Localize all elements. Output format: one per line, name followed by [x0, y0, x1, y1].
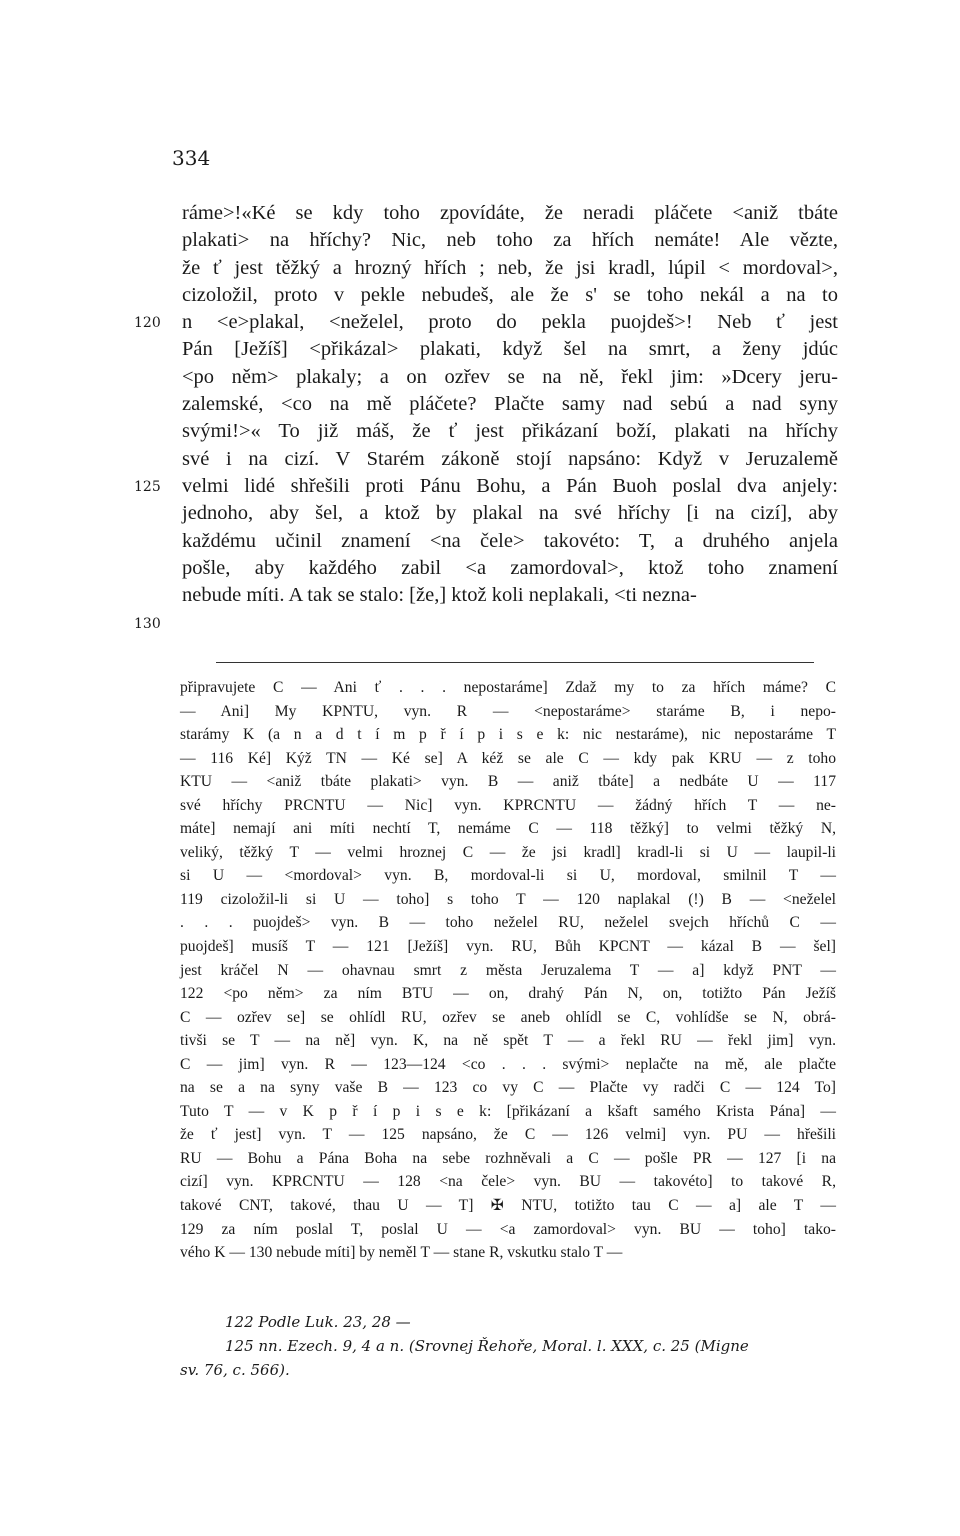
text-line: ráme>!«Ké se kdy toho zpovídáte, že neradi pláčete <aniž tbáte — [182, 202, 838, 224]
apparatus-line: veliký, těžký T — velmi hroznej C — že jsi kradl] kradl-li si U — laupil-li — [180, 843, 836, 861]
apparatus-line: 129 za ním poslal T, poslal U — <a zamordoval> vyn. BU — toho] tako- — [180, 1220, 836, 1238]
source-note: 125 nn. Ezech. 9, 4 a n. (Srovnej Řehoře, Moral. l. XXX, c. 25 (Migne — [225, 1337, 749, 1355]
apparatus-line: . . . puojdeš> vyn. B — toho neželel RU, neželel svejch hříchů C — — [180, 914, 836, 932]
line-number: 130 — [134, 616, 161, 632]
apparatus-line: že ť jest] vyn. T — 125 napsáno, že C — 126 velmi] vyn. PU — hřešili — [180, 1126, 836, 1144]
apparatus-line: jest kráčel N — ohavnau smrt z města Jeruzalema T — a] když PNT — — [180, 961, 836, 979]
text-line: každému učinil znamení <na čele> takovéto: T, a druhého anjela — [182, 529, 838, 552]
text-line: zalemské, <co na mě pláčete? Plačte samy nad sebú a nad syny — [182, 393, 838, 416]
apparatus-line: — Ani] My KPNTU, vyn. R — <nepostaráme> staráme B, i nepo- — [180, 702, 836, 720]
text-line: cizoložil, proto v pekle nebudeš, ale že s' se toho nekál a na to — [182, 283, 838, 306]
text-line: pošle, aby každého zabil <a zamordoval>, ktož toho znamení — [182, 556, 838, 579]
text-line: velmi lidé shřešili proti Pánu Bohu, a Pán Buoh poslal dva anjely: — [182, 474, 838, 497]
apparatus-line: puojdeš] musíš T — 121 [Ježíš] vyn. RU, Bůh KPCNT — kázal B — šel] — [180, 938, 836, 956]
text-line: že ť jest těžký a hrozný hřích ; neb, že jsi kradl, lúpil < mordoval>, — [182, 256, 838, 279]
text-line: n <e>plakal, <neželel, proto do pekla puojdeš>! Neb ť jest — [182, 311, 838, 334]
footnote-divider — [216, 662, 814, 663]
text-line: nebude míti. A tak se stalo: [že,] ktož koli neplakali, <ti nezna- — [182, 584, 697, 607]
critical-apparatus — [180, 676, 836, 1265]
apparatus-line: tivši se T — na ně] vyn. K, na ně spět T — a řekl RU — řekl jim] vyn. — [180, 1032, 836, 1050]
apparatus-line: máte] nemají ani míti nechtí T, nemáme C — 118 těžký] to velmi těžký N, — [180, 820, 836, 838]
apparatus-line: starámy K (a n a d t í m p ř í p i s e k: nic nestaráme), nic nepostaráme T — [180, 726, 836, 744]
apparatus-line: 119 cizoložil-li si U — toho] s toho T — 120 naplakal (!) B — <neželel — [180, 890, 836, 908]
main-text — [134, 200, 838, 632]
source-notes — [180, 1310, 840, 1382]
text-line: Pán [Ježíš] <přikázal> plakati, když šel na smrt, a ženy jdúc — [182, 338, 838, 361]
text-line: jednoho, aby šel, a ktož by plakal na své hříchy [i na cizí], aby — [182, 502, 838, 525]
apparatus-line: — 116 Ké] Kýž TN — Ké se] A kéž se ale C — kdy pak KRU — z toho — [180, 749, 836, 767]
text-line: své i na cizí. V Starém zákoně stojí napsáno: Když v Jeruzalemě — [182, 447, 838, 470]
apparatus-line: KTU — <aniž tbáte plakati> vyn. B — aniž tbáte] a nedbáte U — 117 — [180, 773, 836, 791]
text-line: plakati> na hříchy? Nic, neb toho za hřích nemáte! Ale vězte, — [182, 229, 838, 252]
source-note: 122 Podle Luk. 23, 28 — — [225, 1313, 411, 1331]
text-line: <po něm> plakaly; a on ozřev se na ně, řekl jim: »Dcery jeru- — [182, 365, 838, 388]
apparatus-line: C — ozřev se] se ohlídl RU, ozřev se aneb ohlídl se C, vohlídše se N, obrá- — [180, 1008, 836, 1026]
apparatus-line: připravujete C — Ani ť . . . nepostaráme] Zdaž my to za hřích máme? C — [180, 679, 836, 696]
apparatus-line: Tuto T — v K p ř í p i s e k: [přikázaní a kšaft samého Krista Pána] — — [180, 1102, 836, 1120]
apparatus-line: RU — Bohu a Pána Boha na sebe rozhněvali a C — pošle PR — 127 [i na — [180, 1149, 836, 1167]
text-line: svými!>« To již máš, že ť jest přikázaní boží, plakati na hříchy — [182, 420, 838, 443]
line-number: 120 — [134, 315, 161, 331]
apparatus-line: C — jim] vyn. R — 123—124 <co . . . svými> neplačte na mě, ale plačte — [180, 1055, 836, 1073]
apparatus-line: si U — <mordoval> vyn. B, mordoval-li si U, mordoval, smilnil T — — [180, 867, 836, 885]
apparatus-line: 122 <po něm> za ním BTU — on, drahý Pán N, on, totižto Pán Ježíš — [180, 985, 836, 1003]
page-number: 334 — [172, 146, 211, 170]
apparatus-line: na se a na syny vaše B — 123 co vy C — Plačte vy radči C — 124 To] — [180, 1079, 836, 1097]
line-number: 125 — [134, 479, 161, 495]
source-note: sv. 76, c. 566). — [180, 1361, 290, 1379]
apparatus-line: cizí] vyn. KPRCNTU — 128 <na čele> vyn. BU — takovéto] to takové R, — [180, 1173, 836, 1191]
apparatus-line: své hříchy PRCNTU — Nic] vyn. KPRCNTU — žádný hřích T — ne- — [180, 796, 836, 814]
apparatus-line: takové CNT, takové, thau U — T] ✠ NTU, totižto tau C — a] ale T — — [180, 1197, 836, 1215]
apparatus-line: vého K — 130 nebude míti] by neměl T — stane R, vskutku stalo T — — [180, 1244, 623, 1262]
